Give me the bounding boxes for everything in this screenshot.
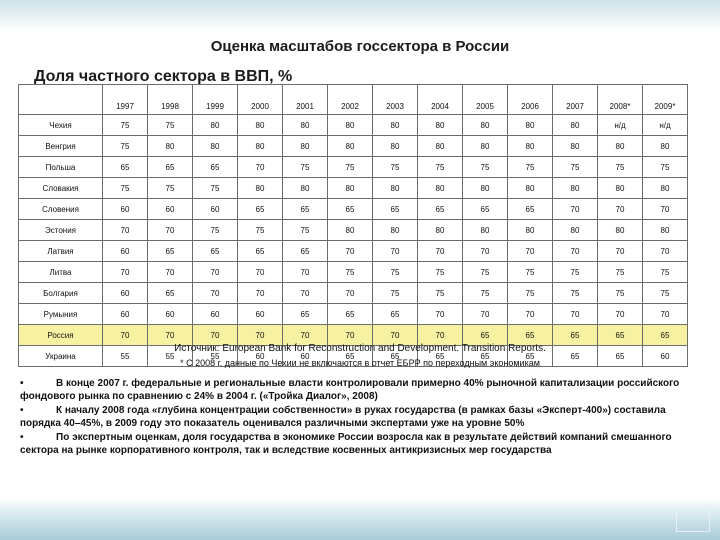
value-cell: 65: [283, 199, 328, 220]
value-cell: 80: [193, 115, 238, 136]
header-cell: 1997: [103, 85, 148, 115]
header-cell: 2009*: [643, 85, 688, 115]
value-cell: 75: [553, 283, 598, 304]
header-cell: 2003: [373, 85, 418, 115]
value-cell: 70: [193, 283, 238, 304]
value-cell: 75: [508, 262, 553, 283]
top-decor-band: [0, 0, 720, 32]
value-cell: 65: [238, 241, 283, 262]
header-cell: [19, 85, 103, 115]
bullet-text: По экспертным оценкам, доля государства в экономике России возросла как в результате действий компаний смешанного сектора на рынке корпоративного контроля, так и вследствие косвенных антикризисных мер государства: [20, 432, 672, 456]
value-cell: 80: [463, 136, 508, 157]
value-cell: 70: [553, 304, 598, 325]
value-cell: 65: [148, 283, 193, 304]
value-cell: 80: [598, 220, 643, 241]
header-cell: 2004: [418, 85, 463, 115]
value-cell: 75: [193, 220, 238, 241]
footnote: * С 2008 г. данные по Чехии не включаются в отчет ЕБРР по переходным экономикам: [180, 358, 540, 368]
value-cell: 65: [238, 199, 283, 220]
table-row: [19, 115, 688, 136]
value-cell: 70: [238, 262, 283, 283]
value-cell: 70: [103, 325, 148, 346]
value-cell: 65: [418, 346, 463, 367]
table-row: [19, 199, 688, 220]
value-cell: 65: [418, 199, 463, 220]
value-cell: 75: [328, 157, 373, 178]
value-cell: 65: [193, 241, 238, 262]
value-cell: 60: [193, 199, 238, 220]
value-cell: 80: [283, 136, 328, 157]
table-row: [19, 262, 688, 283]
value-cell: 75: [103, 115, 148, 136]
value-cell: 70: [418, 325, 463, 346]
value-cell: 75: [373, 262, 418, 283]
bullet-item: [20, 431, 690, 457]
value-cell: 70: [238, 283, 283, 304]
value-cell: 65: [553, 346, 598, 367]
value-cell: 80: [463, 220, 508, 241]
value-cell: 80: [238, 136, 283, 157]
header-cell: 1998: [148, 85, 193, 115]
value-cell: 80: [463, 115, 508, 136]
table-row: [19, 178, 688, 199]
value-cell: 80: [418, 178, 463, 199]
value-cell: 65: [328, 346, 373, 367]
header-cell: 1999: [193, 85, 238, 115]
value-cell: 70: [598, 304, 643, 325]
value-cell: 60: [103, 241, 148, 262]
value-cell: 70: [508, 304, 553, 325]
value-cell: 75: [148, 178, 193, 199]
value-cell: 65: [283, 241, 328, 262]
value-cell: 60: [103, 283, 148, 304]
value-cell: 70: [463, 241, 508, 262]
value-cell: 65: [373, 304, 418, 325]
header-cell: 2001: [283, 85, 328, 115]
country-cell: Эстония: [19, 220, 103, 241]
table-row: [19, 241, 688, 262]
value-cell: 60: [643, 346, 688, 367]
value-cell: 75: [103, 136, 148, 157]
header-cell: 2002: [328, 85, 373, 115]
value-cell: 60: [103, 199, 148, 220]
value-cell: 60: [148, 304, 193, 325]
value-cell: 75: [508, 157, 553, 178]
country-cell: Украина: [19, 346, 103, 367]
value-cell: 70: [598, 199, 643, 220]
value-cell: 70: [238, 157, 283, 178]
value-cell: 70: [283, 283, 328, 304]
value-cell: 80: [598, 136, 643, 157]
value-cell: 55: [103, 346, 148, 367]
value-cell: 70: [193, 325, 238, 346]
value-cell: 70: [463, 304, 508, 325]
table-row: [19, 136, 688, 157]
value-cell: 70: [553, 241, 598, 262]
value-cell: 60: [193, 304, 238, 325]
value-cell: 80: [328, 220, 373, 241]
header-cell: 2000: [238, 85, 283, 115]
value-cell: 60: [103, 304, 148, 325]
value-cell: 70: [103, 262, 148, 283]
value-cell: 80: [508, 136, 553, 157]
value-cell: 70: [328, 283, 373, 304]
value-cell: 70: [643, 199, 688, 220]
value-cell: 70: [193, 262, 238, 283]
value-cell: 80: [643, 220, 688, 241]
country-cell: Румыния: [19, 304, 103, 325]
value-cell: 80: [418, 136, 463, 157]
value-cell: 70: [148, 262, 193, 283]
value-cell: 80: [553, 136, 598, 157]
value-cell: 75: [283, 220, 328, 241]
header-cell: 2006: [508, 85, 553, 115]
bullet-dot: •: [20, 405, 24, 416]
value-cell: 75: [598, 262, 643, 283]
value-cell: 75: [373, 157, 418, 178]
value-cell: 65: [328, 304, 373, 325]
value-cell: 65: [598, 325, 643, 346]
value-cell: 75: [103, 178, 148, 199]
value-cell: 80: [418, 115, 463, 136]
country-cell: Болгария: [19, 283, 103, 304]
value-cell: 55: [148, 346, 193, 367]
value-cell: 70: [418, 241, 463, 262]
value-cell: 70: [148, 325, 193, 346]
value-cell: 80: [553, 220, 598, 241]
slide-title: Оценка масштабов госсектора в России: [210, 38, 510, 55]
value-cell: 65: [598, 346, 643, 367]
country-cell: Литва: [19, 262, 103, 283]
value-cell: 65: [463, 325, 508, 346]
value-cell: 80: [238, 115, 283, 136]
country-cell: Чехия: [19, 115, 103, 136]
value-cell: н/д: [643, 115, 688, 136]
value-cell: 65: [463, 346, 508, 367]
value-cell: 75: [598, 283, 643, 304]
value-cell: 70: [328, 325, 373, 346]
source-note: Источник: European Bank for Reconstruction and Development. Transition Reports.: [174, 343, 546, 354]
value-cell: 65: [553, 325, 598, 346]
value-cell: 75: [418, 283, 463, 304]
country-cell: Словакия: [19, 178, 103, 199]
bullet-text: В конце 2007 г. федеральные и региональные власти контролировали примерно 40% рыночной капитализации российского фондового рынка по сравнению с 24% в 2004 г. («Тройка Диалог», 2008): [20, 378, 680, 402]
value-cell: 70: [283, 325, 328, 346]
country-cell: Россия: [19, 325, 103, 346]
value-cell: 80: [373, 115, 418, 136]
value-cell: 80: [328, 178, 373, 199]
value-cell: 75: [328, 262, 373, 283]
value-cell: 75: [418, 262, 463, 283]
value-cell: 70: [508, 241, 553, 262]
value-cell: 80: [373, 136, 418, 157]
country-cell: Польша: [19, 157, 103, 178]
value-cell: 75: [193, 178, 238, 199]
table-row: [19, 157, 688, 178]
value-cell: 65: [508, 325, 553, 346]
value-cell: 70: [598, 241, 643, 262]
value-cell: 80: [553, 178, 598, 199]
country-cell: Венгрия: [19, 136, 103, 157]
value-cell: 70: [328, 241, 373, 262]
table-row: [19, 220, 688, 241]
value-cell: 75: [238, 220, 283, 241]
bullet-item: [20, 404, 690, 430]
value-cell: 75: [508, 283, 553, 304]
country-cell: Словения: [19, 199, 103, 220]
value-cell: 75: [373, 283, 418, 304]
value-cell: 65: [463, 199, 508, 220]
bullet-dot: •: [20, 432, 24, 443]
value-cell: 75: [553, 262, 598, 283]
value-cell: 65: [643, 325, 688, 346]
value-cell: 80: [508, 220, 553, 241]
value-cell: 70: [283, 262, 328, 283]
country-cell: Латвия: [19, 241, 103, 262]
value-cell: н/д: [598, 115, 643, 136]
value-cell: 75: [643, 262, 688, 283]
value-cell: 80: [148, 136, 193, 157]
header-cell: 2005: [463, 85, 508, 115]
value-cell: 80: [418, 220, 463, 241]
value-cell: 80: [463, 178, 508, 199]
value-cell: 75: [148, 115, 193, 136]
value-cell: 80: [328, 136, 373, 157]
value-cell: 65: [103, 157, 148, 178]
table-header-row: [19, 85, 688, 115]
value-cell: 75: [463, 262, 508, 283]
value-cell: 80: [328, 115, 373, 136]
value-cell: 65: [373, 346, 418, 367]
value-cell: 80: [373, 178, 418, 199]
value-cell: 70: [148, 220, 193, 241]
table-row: [19, 304, 688, 325]
value-cell: 80: [508, 178, 553, 199]
value-cell: 75: [643, 157, 688, 178]
value-cell: 65: [148, 241, 193, 262]
value-cell: 75: [463, 157, 508, 178]
value-cell: 80: [643, 136, 688, 157]
table-row: [19, 283, 688, 304]
value-cell: 65: [328, 199, 373, 220]
bullet-list: [20, 377, 690, 458]
value-cell: 65: [508, 346, 553, 367]
value-cell: 60: [238, 346, 283, 367]
value-cell: 70: [373, 325, 418, 346]
value-cell: 80: [508, 115, 553, 136]
value-cell: 75: [283, 157, 328, 178]
value-cell: 55: [193, 346, 238, 367]
slide-subtitle: Доля частного сектора в ВВП, %: [34, 68, 293, 85]
value-cell: 70: [643, 241, 688, 262]
value-cell: 75: [643, 283, 688, 304]
value-cell: 80: [193, 136, 238, 157]
bullet-text: К началу 2008 года «глубина концентрации собственности» в руках государства (в рамках базы «Эксперт-400») составила порядка 40–45%, в 2009 году это показатель оценивался различными экспертами уже на уровне 50%: [20, 405, 666, 429]
value-cell: 70: [553, 199, 598, 220]
value-cell: 65: [148, 157, 193, 178]
header-cell: 2008*: [598, 85, 643, 115]
table-body: [19, 115, 688, 367]
value-cell: 80: [283, 115, 328, 136]
value-cell: 65: [283, 304, 328, 325]
value-cell: 70: [418, 304, 463, 325]
value-cell: 60: [238, 304, 283, 325]
value-cell: 75: [553, 157, 598, 178]
value-cell: 65: [373, 199, 418, 220]
value-cell: 60: [283, 346, 328, 367]
value-cell: 80: [283, 178, 328, 199]
value-cell: 70: [643, 304, 688, 325]
value-cell: 65: [193, 157, 238, 178]
bottom-decor-band: [0, 498, 720, 540]
private-sector-table: [18, 84, 688, 367]
header-cell: 2007: [553, 85, 598, 115]
value-cell: 65: [508, 199, 553, 220]
value-cell: 70: [103, 220, 148, 241]
value-cell: 75: [463, 283, 508, 304]
value-cell: 80: [238, 178, 283, 199]
bullet-item: [20, 377, 690, 403]
value-cell: 75: [598, 157, 643, 178]
value-cell: 80: [373, 220, 418, 241]
value-cell: 60: [148, 199, 193, 220]
value-cell: 80: [643, 178, 688, 199]
value-cell: 80: [598, 178, 643, 199]
bullet-dot: •: [20, 378, 24, 389]
value-cell: 80: [553, 115, 598, 136]
value-cell: 70: [373, 241, 418, 262]
value-cell: 70: [238, 325, 283, 346]
value-cell: 75: [418, 157, 463, 178]
page-number-box: [676, 508, 710, 532]
